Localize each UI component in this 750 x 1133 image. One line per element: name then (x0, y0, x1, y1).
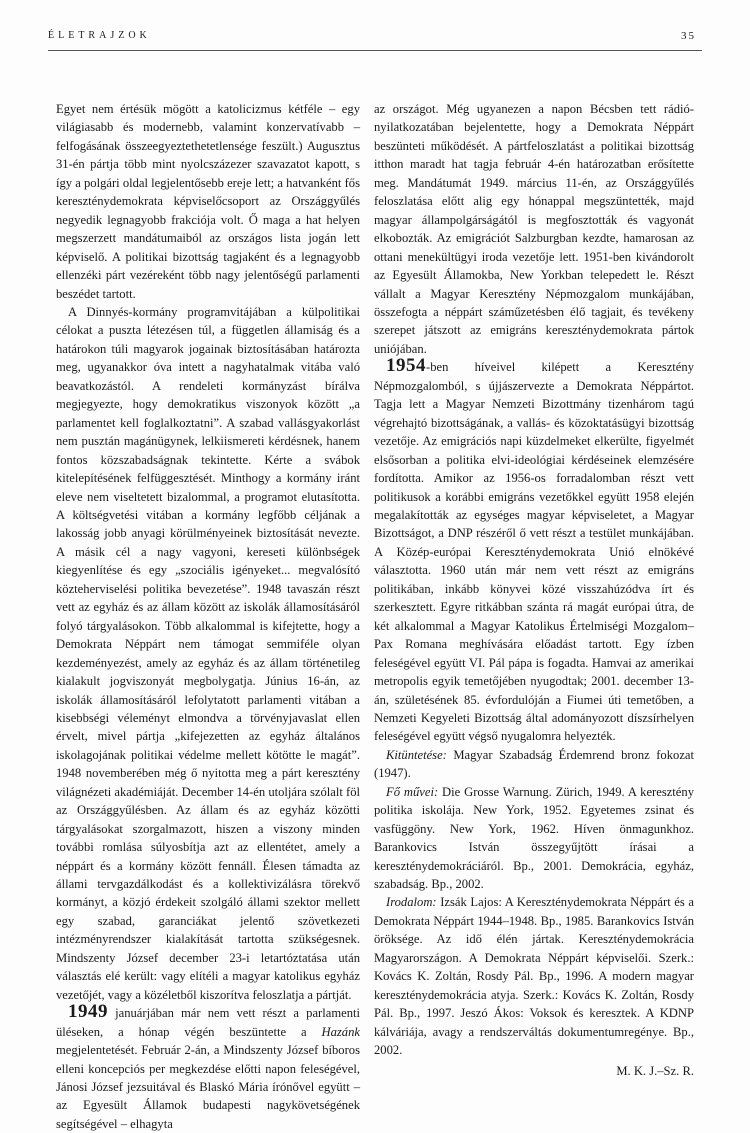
section-label: Fő művei: (386, 784, 439, 799)
author-signature: M. K. J.–Sz. R. (616, 1063, 694, 1078)
text-run: Magyar Szabadság Érdemrend bronz fokozat (1947). (374, 747, 694, 781)
periodical-title: Hazánk (321, 1024, 360, 1039)
paragraph (374, 783, 694, 894)
text-run: Die Grosse Warnung. Zürich, 1949. A keresztény politika iskolája. New York, 1952. Egyetemes zsinat és vasfüggöny. New York, 1962. Híven önmagunkhoz. Barankovics István összegyűjtött írásai a kereszténydemokráciáról. Bp., 2001. Demokrácia, egyház, szabadság. Bp., 2002. (374, 784, 694, 892)
left-column (56, 100, 360, 1133)
paragraph: Egyet nem értésük mögött a katolicizmus kétféle – egy világiasabb és modernebb, valamint konzervatívabb – felfogásának összeegyeztethetetlensége feszült.) Augusztus 31-én pártja több mint nyolcszázezer szavazatot kapott, s így a polgári oldal legjelentősebb ereje lett; a hatvanként fős kereszténydemokrata képviselőcsoport az Országgyűlés negyedik legnagyobb frakciója volt. Ő maga a hat helyen megszerzett mandátumaiból az országos lista jogán lett képviselő. A politikai bizottság tagjaként és a legnagyobb ellenzéki párt vezéreként több nagy jelentőségű parlamenti beszédet tartott. (56, 102, 360, 301)
paragraph (374, 746, 694, 783)
section-label: Kitüntetése: (386, 747, 447, 762)
header-rule (48, 50, 702, 51)
paragraph (56, 1001, 360, 1133)
year-marker: 1949 (68, 1001, 108, 1023)
right-column (374, 100, 694, 1080)
text-run: -ben híveivel kilépett a Keresztény Népmozgalomból, s újjászervezte a Demokrata Néppártot. Tagja lett a Magyar Nemzeti Bizottmány tizenhárom tagú végrehajtó bizottságának, a vallás- és közoktatásügyi bizottság vezetője. Az emigrációs napi küzdelmeket elkerülte, figyelmét elsősorban a politika elvi-ideológiai kérdéseinek elemzésére fordította. Amikor az 1956-os forradalomban részt vett politikusok a korábbi emigráns vezetőkkel együtt 1958 elején megalakították az egységes magyar képviseletet, a Magyar Bizottságot, a DNP részéről ő vett részt a testület munkájában. A Közép-európai Kereszténydemokrata Unió elnökévé választotta. 1960 után már nem vett részt az emigráns politikában, inkább könyvei közé visszahúzódva írt és szerkesztett. Egyre ritkábban szánta rá magát európai útra, de két alkalommal a Magyar Katolikus Értelmiségi Mozgalom–Pax Romana meghívására előadást tartott. Egy ízben feleségével együtt VI. Pál pápa is fogadta. Hamvai az amerikai metropolis egyik temetőjében nyugodtak; 2001. december 13-án, születésének 85. évfordulóján a Fiumei úti temetőben, a Nemzeti Kegyeleti Bizottság által adományozott díszsírhelyen feleségével együtt végső nyugalomra helyezték. (374, 360, 694, 744)
paragraph (374, 355, 694, 746)
section-label: Irodalom: (386, 895, 437, 910)
text-run: megjelentetését. Február 2-án, a Mindszenty József bíboros elleni koncepciós per megkezdése előtti napon feleségével, Jánosi József jezsuitával és Blaskó Mária írónővel együtt – az Egyesült Államok budapesti nagykövetségének segítségével – elhagyta (56, 1043, 360, 1131)
running-title: ÉLETRAJZOK (48, 30, 151, 41)
text-run: Izsák Lajos: A Kereszténydemokrata Néppárt és a Demokrata Néppárt 1944–1948. Bp., 1985. Barankovics István öröksége. Az idő élén jártak. Kereszténydemokrácia Magyarországon. A Demokrata Néppárt képviselői. Szerk.: Kovács K. Zoltán, Rosdy Pál. Bp., 1996. A modern magyar kereszténydemokrácia atyja. Szerk.: Kovács K. Zoltán, Rosdy Pál. Bp., 1997. Jeszó Ákos: Voksok és keresztek. A KDNP kálváriája, avagy a rendszerváltás dokumentumregénye. Bp., 2002. (374, 895, 694, 1058)
paragraph (374, 893, 694, 1059)
paragraph: az országot. Még ugyanezen a napon Bécsben tett rádió-nyilatkozatában bejelentette, hogy a Demokrata Néppárt beszünteti működését. A pártfeloszlatást a politikai bizottság itthon maradt hat tagja február 4-én határozatban erősítette meg. Mandátumát 1949. március 11-én, az Országgyűlés feloszlatása előtt alig egy hónappal megszüntették, majd magyar állampolgárságától is megfosztották és vagyonát elkobozták. Az emigrációt Salzburgban kezdte, hamarosan az ottani menekültügyi iroda vezetője lett. 1951-ben kivándorolt az Egyesült Államokba, New Yorkban telepedett le. Részt vállalt a Magyar Keresztény Népmozgalom munkájában, összefogta a néppárt száműzetésben élő tagjait, és tevékeny szerepet játszott az emigráns kereszténydemokrata pártok uniójában. (374, 102, 694, 356)
page-number: 35 (681, 30, 696, 42)
year-marker: 1954 (386, 355, 426, 377)
page-header (48, 30, 702, 46)
text-run: januárjában már nem vett részt a parlamenti üléseken, a hónap végén beszüntette a (56, 1006, 360, 1039)
paragraph: A Dinnyés-kormány programvitájában a külpolitikai célokat a puszta létezésen túl, a független államiság és a határokon túli magyarok jogainak biztosításában határozta meg, ugyanakkor óva intett a nagyhatalmak vitába való beavatkozástól. A rendeleti kormányzást bírálva megjegyezte, hogy demokratikus viszonyok között „a parlamentet kell foglalkoztatni”. A szabad vallásgyakorlást nem pusztán magánügynek, lelkiismereti kérdésnek, hanem fontos közszabadságnak tekintette. Kérte a svábok kitelepítésének felfüggesztését. Minthogy a kormány iránt eleve nem viseltetett bizalommal, a programot elutasította. A költségvetési vitában a kormány legfőbb céljának a lakosság jobb anyagi körülményeinek biztosítását nevezte. A másik cél a nagy vagyoni, kereseti különbségek kiegyenlítése és egy „szociális igényeket... megvalósító közteherviselési politika bevezetése”. 1948 tavaszán részt vett az egyház és az állam között az iskolák államosításáról folyó tárgyalásokon. Több alkalommal is kifejtette, hogy a Demokrata Néppárt nem támogat semmiféle olyan kezdeményezést, amely az egyház és az állam történetileg kialakult jogviszonyát megbolygatja. Június 16-án, az iskolák államosításáról lefolytatott parlamenti vitában a kisebbségi véleményt elmondva a törvényjavaslat ellen érvelt, mivel pártja „kifejezetten az egyház általános iskolagojának politikai védelme mellett kötötte le magát”. 1948 novemberében még ő nyitotta meg a párt keresztény világnézeti akadémiáját. December 14-én utoljára szólalt föl az Országgyűlésben. Az állam és az egyház közötti tárgyalásokat szorgalmazott, hiszen a viszony minden további romlása súlyosbítja azt az ellentétet, amely a néppárt és a kormány között fennáll. Élesen támadta az állami tervgazdálkodást és a kollektivizálásra törekvő kormányt, a közjó érdekeit szolgáló állami szektor mellett egy szabad, garanciákat jelentő szövetkezeti intézményrendszer kialakítását tartotta szükségesnek. Mindszenty József december 23-i letartóztatása után választás elé került: vagy elítéli a magyar katolikus egyház vezetőjét, vagy a közéletből kiszorítva feloszlatja a pártját. (56, 304, 360, 1002)
